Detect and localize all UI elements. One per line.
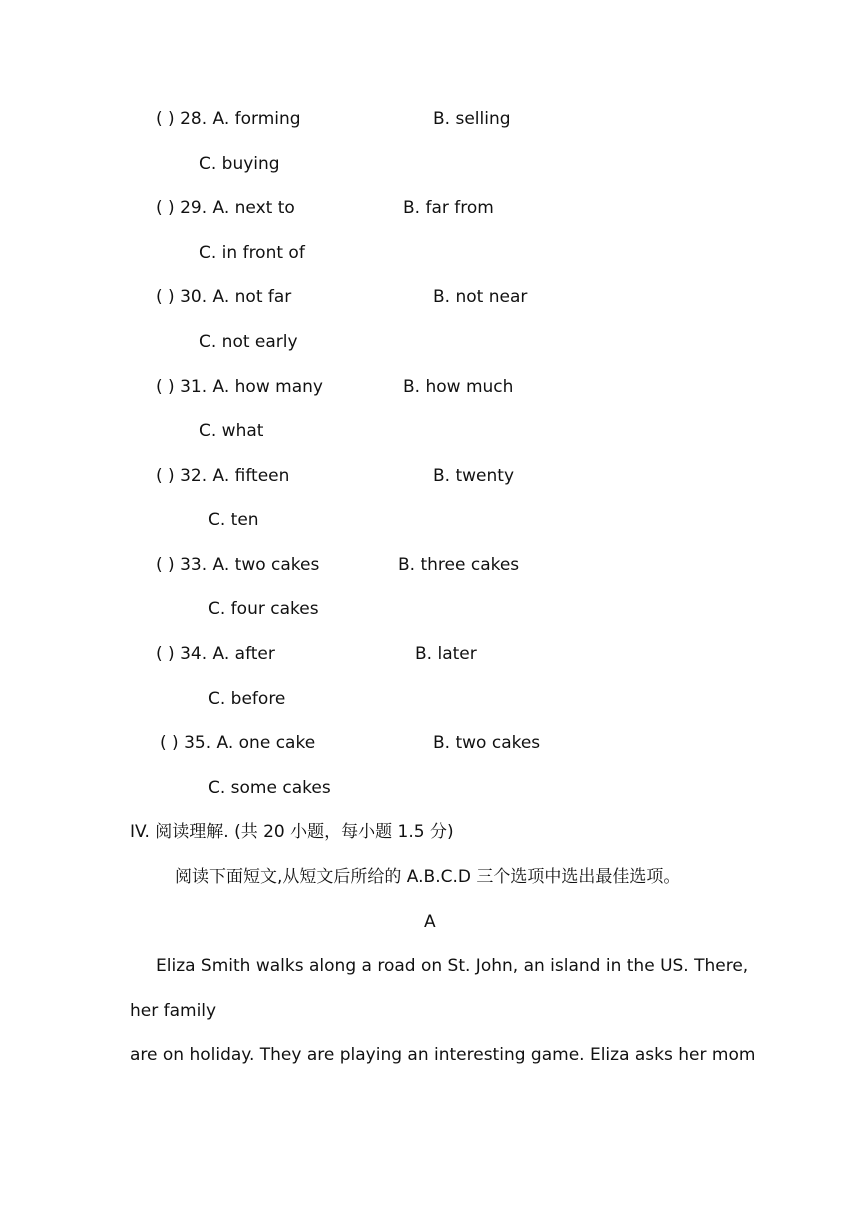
question-28-option-b: B. selling bbox=[433, 109, 511, 129]
question-34-option-a: ( ) 34. A. after bbox=[156, 644, 275, 664]
section-heading: IV. 阅读理解. (共 20 小题，每小题 1.5 分) bbox=[130, 822, 454, 842]
passage-line: are on holiday. They are playing an interesting game. Eliza asks her mom bbox=[130, 1045, 756, 1065]
section-instruction: 阅读下面短文,从短文后所给的 A.B.C.D 三个选项中选出最佳选项。 bbox=[175, 867, 681, 887]
question-34-option-c: C. before bbox=[208, 689, 286, 709]
question-30-option-c: C. not early bbox=[199, 332, 298, 352]
question-32-option-b: B. twenty bbox=[433, 466, 514, 486]
question-28-option-a: ( ) 28. A. forming bbox=[156, 109, 301, 129]
question-34-option-b: B. later bbox=[415, 644, 477, 664]
passage-line: Eliza Smith walks along a road on St. John, an island in the US. There, bbox=[156, 956, 749, 976]
question-33-option-c: C. four cakes bbox=[208, 599, 319, 619]
question-30-option-b: B. not near bbox=[433, 287, 528, 307]
question-33-option-b: B. three cakes bbox=[398, 555, 520, 575]
question-31-option-c: C. what bbox=[199, 421, 264, 441]
question-30-option-a: ( ) 30. A. not far bbox=[156, 287, 292, 307]
question-31-option-b: B. how much bbox=[403, 377, 514, 397]
question-32-option-c: C. ten bbox=[208, 510, 259, 530]
question-35-option-a: ( ) 35. A. one cake bbox=[160, 733, 316, 753]
question-31-option-a: ( ) 31. A. how many bbox=[156, 377, 323, 397]
question-33-option-a: ( ) 33. A. two cakes bbox=[156, 555, 320, 575]
question-32-option-a: ( ) 32. A. fifteen bbox=[156, 466, 290, 486]
passage-line: her family bbox=[130, 1001, 217, 1021]
question-29-option-c: C. in front of bbox=[199, 243, 305, 263]
question-35-option-c: C. some cakes bbox=[208, 778, 331, 798]
question-28-option-c: C. buying bbox=[199, 154, 280, 174]
question-29-option-a: ( ) 29. A. next to bbox=[156, 198, 295, 218]
question-29-option-b: B. far from bbox=[403, 198, 494, 218]
question-35-option-b: B. two cakes bbox=[433, 733, 541, 753]
passage-label: A bbox=[424, 912, 436, 932]
